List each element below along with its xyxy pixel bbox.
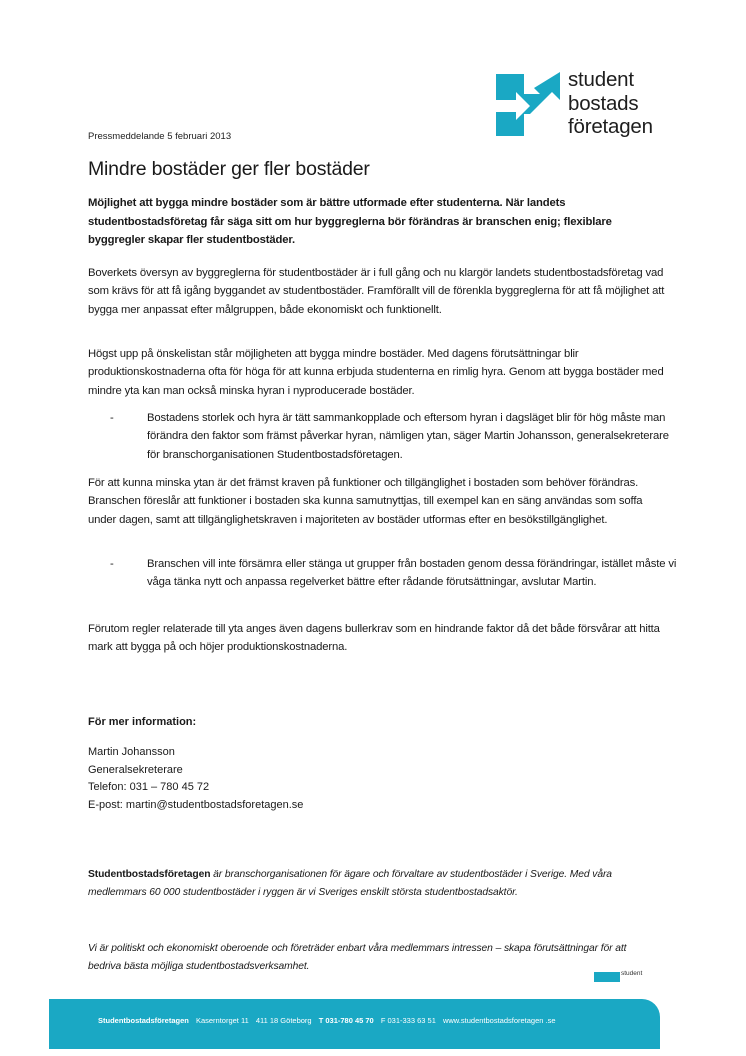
about-text-2: Vi är politiskt och ekonomiskt oberoende och företräder enbart våra medlemmars intressen – skapa förutsättningar för att bedriva bästa möjliga studentbostadsverksamhet. xyxy=(88,943,627,972)
logo-wordmark xyxy=(568,68,653,139)
about-org-name: Studentbostadsföretagen xyxy=(88,869,211,880)
bullet-dash: - xyxy=(110,412,114,424)
footer-fax: F 031-333 63 51 xyxy=(380,1016,436,1025)
footer-org: Studentbostadsföretagen xyxy=(98,1016,189,1025)
contact-role: Generalsekreterare xyxy=(88,763,183,776)
about-organisation xyxy=(88,866,660,901)
footer-postal: 411 18 Göteborg xyxy=(255,1016,312,1025)
paragraph-4: Förutom regler relaterade till yta anges även dagens bullerkrav som en hindrande faktor då det både försvårar att hitta mark att bygga på och höjer produktionskostnaderna. xyxy=(88,623,660,654)
press-release-date: Pressmeddelande 5 februari 2013 xyxy=(88,131,232,142)
footer-logo xyxy=(594,970,652,984)
bullet-text: Branschen vill inte försämra eller stänga ut grupper från bostaden genom dessa förändringar, istället måste vi våga tänka nytt och anpassa regelverket bättre efter rådande förutsättningar, avslutar Martin. xyxy=(147,558,677,589)
footer-logo-mark-icon xyxy=(594,972,620,982)
paragraph-3: För att kunna minska ytan är det främst kraven på funktioner och tillgänglighet i bostaden som behöver förändras. Branschen föreslår att funktioner i bostaden ska kunna samutnyttjas, till exempel kan en säng användas som soffa under dagen, samt att tillgänglighetskraven i majoriteten av bostäder utformas efter en besökstillgänglighet. xyxy=(88,477,643,526)
contact-block xyxy=(88,744,303,814)
contact-email[interactable]: E-post: martin@studentbostadsforetagen.se xyxy=(88,798,304,811)
more-info-heading: För mer information: xyxy=(88,716,197,728)
footer-phone: T 031-780 45 70 xyxy=(318,1016,374,1025)
logo-arrow-icon xyxy=(494,70,562,138)
footer-contact-line xyxy=(98,1016,561,1025)
contact-phone: Telefon: 031 – 780 45 72 xyxy=(88,781,210,794)
footer-website-link[interactable]: www.studentbostadsforetagen .se xyxy=(442,1016,556,1025)
company-logo xyxy=(494,68,674,140)
paragraph-2: Högst upp på önskelistan står möjligheten att bygga mindre bostäder. Med dagens förutsättningar blir produktionskostnaderna ofta för höga för att kunna erbjuda studenterna en rimlig hyra. Genom att bygga bostäder med mindre yta kan man också minska hyran i nyproducerade bostäder. xyxy=(88,348,664,397)
about-text-1: är branschorganisationen för ägare och förvaltare av studentbostäder i Sverige. Med våra medlemmars 60 000 studentbostäder i ryggen är vi Sveriges enskilt största studentbostadsaktör. xyxy=(88,869,612,898)
footer-address: Kaserntorget 11 xyxy=(195,1016,249,1025)
bullet-text: Bostadens storlek och hyra är tätt sammankopplade och eftersom hyran i dagsläget blir för hög måste man förändra den faktor som främst påverkar hyran, nämligen ytan, säger Martin Johansson, generalsekreterare för branschorganisationen Studentbostadsföretagen. xyxy=(147,412,669,461)
logo-line-2: bostads xyxy=(568,91,639,115)
footer-logo-text: student xyxy=(621,970,643,977)
logo-line-3: företagen xyxy=(568,115,653,138)
footer-bar xyxy=(49,999,660,1049)
logo-line-1: student xyxy=(568,68,634,91)
paragraph-1: Boverkets översyn av byggreglerna för studentbostäder är i full gång och nu klargör landets studentbostadsföretag vad som krävs för att få igång byggandet av studentbostäder. Framförallt vill de förenkla byggreglerna för att få möjlighet att bygga mer anpassat efter målgruppen, både ekonomiskt och funktionellt. xyxy=(88,267,665,316)
page-title: Mindre bostäder ger fler bostäder xyxy=(88,158,370,180)
intro-paragraph: Möjlighet att bygga mindre bostäder som är bättre utformade efter studenterna. När landets studentbostadsföretag får säga sitt om hur byggreglerna bör förändras är branschen enig; flexiblare byggregler skapar fler studentbostäder. xyxy=(88,197,612,247)
bullet-dash: - xyxy=(110,558,114,570)
contact-name: Martin Johansson xyxy=(88,746,175,758)
